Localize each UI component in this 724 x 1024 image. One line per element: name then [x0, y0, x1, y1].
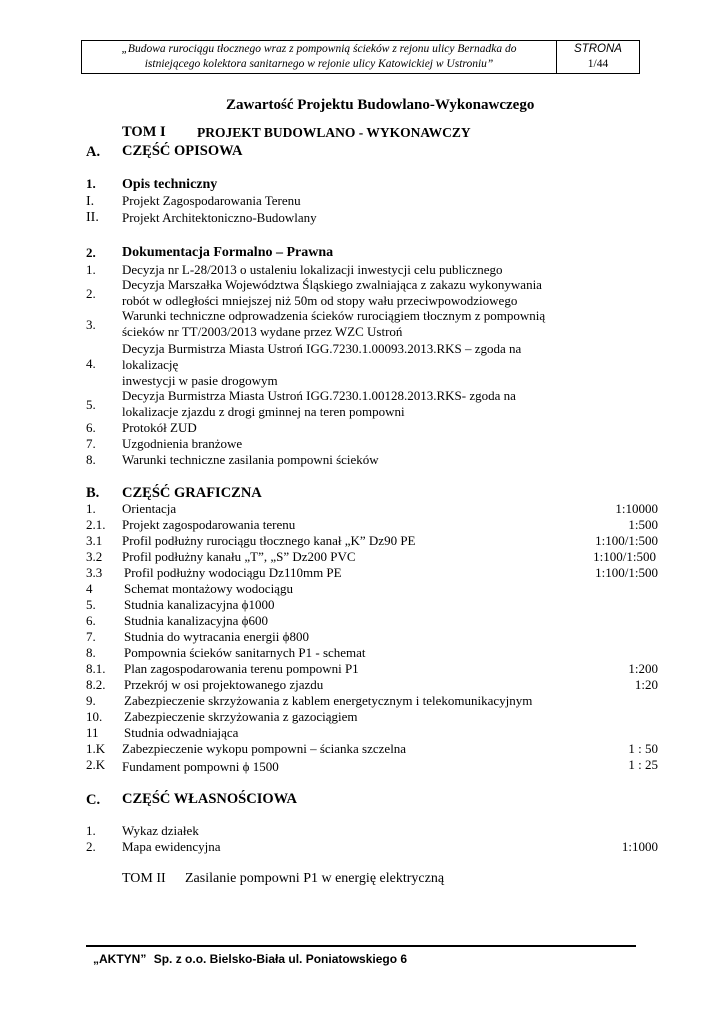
b-item-num: 3.2: [86, 549, 103, 564]
page-label: STRONA: [574, 43, 622, 55]
section-a-label: A.: [86, 144, 101, 160]
a2-item-line: robót w odległości mniejszej niż 50m od stopy wału przeciwpowodziowego: [122, 293, 518, 308]
a2-item-num: 4.: [86, 356, 96, 371]
a2-item-line: Uzgodnienia branżowe: [122, 436, 243, 451]
section-c-title: CZĘŚĆ WŁASNOŚCIOWA: [122, 791, 297, 807]
b-item-text: Profil podłużny rurociągu tłocznego kanał „K” Dz90 PE: [122, 533, 416, 548]
b-item-num: 8.2.: [86, 677, 106, 692]
b-item-scale: 1 : 50: [628, 741, 658, 756]
b-item-text: Profil podłużny kanału „T”, „S” Dz200 PVC: [122, 549, 356, 564]
a2-item-num: 3.: [86, 317, 96, 332]
b-item-num: 3.1: [86, 533, 103, 548]
a2-item-num: 6.: [86, 420, 96, 435]
b-item-text: Studnia kanalizacyjna ϕ600: [124, 613, 269, 628]
a1-item-text: Projekt Zagospodarowania Terenu: [122, 193, 301, 208]
b-item-num: 8.: [86, 645, 96, 660]
b-item-text: Profil podłużny wodociągu Dz110mm PE: [124, 565, 342, 580]
b-item-text: Projekt zagospodarowania terenu: [122, 517, 296, 532]
b-item-scale: 1 : 25: [628, 757, 658, 772]
a2-item-line: Protokół ZUD: [122, 420, 197, 435]
b-item-text: Schemat montażowy wodociągu: [124, 581, 293, 596]
b-item-num: 10.: [86, 709, 103, 724]
footer-address: Sp. z o.o. Bielsko-Biała ul. Poniatowskiego 6: [153, 952, 408, 966]
b-item-scale: 1:500: [628, 517, 658, 532]
b-item-scale: 1:100/1:500: [595, 565, 658, 580]
a1-item-num: II.: [86, 210, 99, 225]
b-item-num: 11: [86, 725, 99, 740]
b-item-text: Studnia odwadniająca: [124, 725, 239, 740]
b-item-text: Pompownia ścieków sanitarnych P1 - schemat: [124, 645, 366, 660]
b-item-text: Zabezpieczenie skrzyżowania z kablem energetycznym i telekomunikacyjnym: [124, 693, 533, 708]
section-b-label: B.: [86, 485, 100, 501]
b-item-scale: 1:20: [634, 677, 658, 692]
b-item-num: 1.K: [86, 741, 106, 756]
a1-item-text: Projekt Architektoniczno-Budowlany: [122, 210, 317, 225]
a2-item-num: 2.: [86, 286, 96, 301]
a2-item-num: 7.: [86, 436, 96, 451]
a2-number: 2.: [86, 245, 96, 260]
a2-item-line: Decyzja Marszałka Województwa Śląskiego zwalniająca z zakazu wykonywania: [122, 277, 542, 292]
b-item-num: 5.: [86, 597, 96, 612]
section-b-title: CZĘŚĆ GRAFICZNA: [122, 485, 262, 501]
footer: [93, 952, 407, 966]
b-item-num: 7.: [86, 629, 96, 644]
b-item-num: 6.: [86, 613, 96, 628]
a2-title: Dokumentacja Formalno – Prawna: [122, 245, 334, 260]
footer-rule: [86, 945, 636, 947]
c-item-text: Wykaz działek: [122, 823, 199, 838]
a2-item-line: Decyzja Burmistrza Miasta Ustroń IGG.7230.1.00093.2013.RKS – zgoda na: [122, 341, 522, 356]
b-item-scale: 1:200: [628, 661, 658, 676]
b-item-num: 2.K: [86, 757, 106, 772]
a2-item-line: Decyzja Burmistrza Miasta Ustroń IGG.7230.1.00128.2013.RKS- zgoda na: [122, 388, 516, 403]
doc-title: Zawartość Projektu Budowlano-Wykonawczego: [226, 97, 535, 113]
b-item-text: Studnia do wytracania energii ϕ800: [124, 629, 309, 644]
b-item-num: 3.3: [86, 565, 103, 580]
header-box: [81, 40, 640, 74]
a2-item-num: 8.: [86, 452, 96, 467]
b-item-text: Zabezpieczenie skrzyżowania z gazociągiem: [124, 709, 358, 724]
b-item-num: 1.: [86, 501, 96, 516]
tom2-label: TOM II: [122, 871, 166, 886]
a2-item-line: ścieków nr TT/2003/2013 wydane przez WZC Ustroń: [122, 324, 403, 339]
b-item-num: 9.: [86, 693, 96, 708]
c-item-num: 1.: [86, 823, 96, 838]
c-item-scale: 1:1000: [621, 839, 658, 854]
footer-company: „AKTYN”: [93, 952, 147, 966]
b-item-scale: 1:100/1:500: [595, 533, 658, 548]
b-item-num: 2.1.: [86, 517, 106, 532]
b-item-num: 8.1.: [86, 661, 106, 676]
a2-item-line: lokalizacje zjazdu z drogi gminnej na teren pompowni: [122, 404, 405, 419]
a1-number: 1.: [86, 176, 96, 191]
c-item-text: Mapa ewidencyjna: [122, 839, 221, 854]
header-title-line1: „Budowa rurociągu tłocznego wraz z pompownią ścieków z rejonu ulicy Bernadka do: [121, 43, 517, 55]
b-item-scale: 1:100/1:500: [593, 549, 656, 564]
b-item-text: Zabezpieczenie wykopu pompowni – ścianka szczelna: [122, 741, 407, 756]
b-item-scale: 1:10000: [615, 501, 658, 516]
a2-item-line: Warunki techniczne zasilania pompowni ścieków: [122, 452, 379, 467]
b-item-num: 4: [86, 581, 93, 596]
c-item-num: 2.: [86, 839, 96, 854]
a2-item-line: inwestycji w pasie drogowym: [122, 373, 278, 388]
b-item-text: Przekrój w osi projektowanego zjazdu: [124, 677, 324, 692]
tom2-title: Zasilanie pompowni P1 w energię elektryczną: [185, 871, 445, 886]
a2-item-num: 5.: [86, 397, 96, 412]
a2-item-line: lokalizację: [122, 357, 179, 372]
b-item-text: Plan zagospodarowania terenu pompowni P1: [124, 661, 359, 676]
tom1-title: PROJEKT BUDOWLANO - WYKONAWCZY: [197, 125, 471, 140]
a2-item-line: Warunki techniczne odprowadzenia ścieków rurociągiem tłocznym z pompownią: [122, 308, 546, 323]
page-number: 1/44: [587, 58, 609, 70]
section-c-label: C.: [86, 792, 101, 808]
b-item-text: Fundament pompowni ϕ 1500: [122, 759, 279, 774]
section-a-title: CZĘŚĆ OPISOWA: [122, 143, 243, 159]
b-item-text: Studnia kanalizacyjna ϕ1000: [124, 597, 275, 612]
a1-item-num: I.: [86, 194, 95, 209]
header-title-line2: istniejącego kolektora sanitarnego w rejonie ulicy Katowickiej w Ustroniu”: [144, 58, 494, 70]
a2-item-num: 1.: [86, 262, 96, 277]
tom1-label: TOM I: [122, 124, 166, 140]
a1-title: Opis techniczny: [122, 177, 218, 192]
b-item-text: Orientacja: [122, 501, 177, 516]
a2-item-line: Decyzja nr L-28/2013 o ustaleniu lokalizacji inwestycji celu publicznego: [122, 262, 503, 277]
